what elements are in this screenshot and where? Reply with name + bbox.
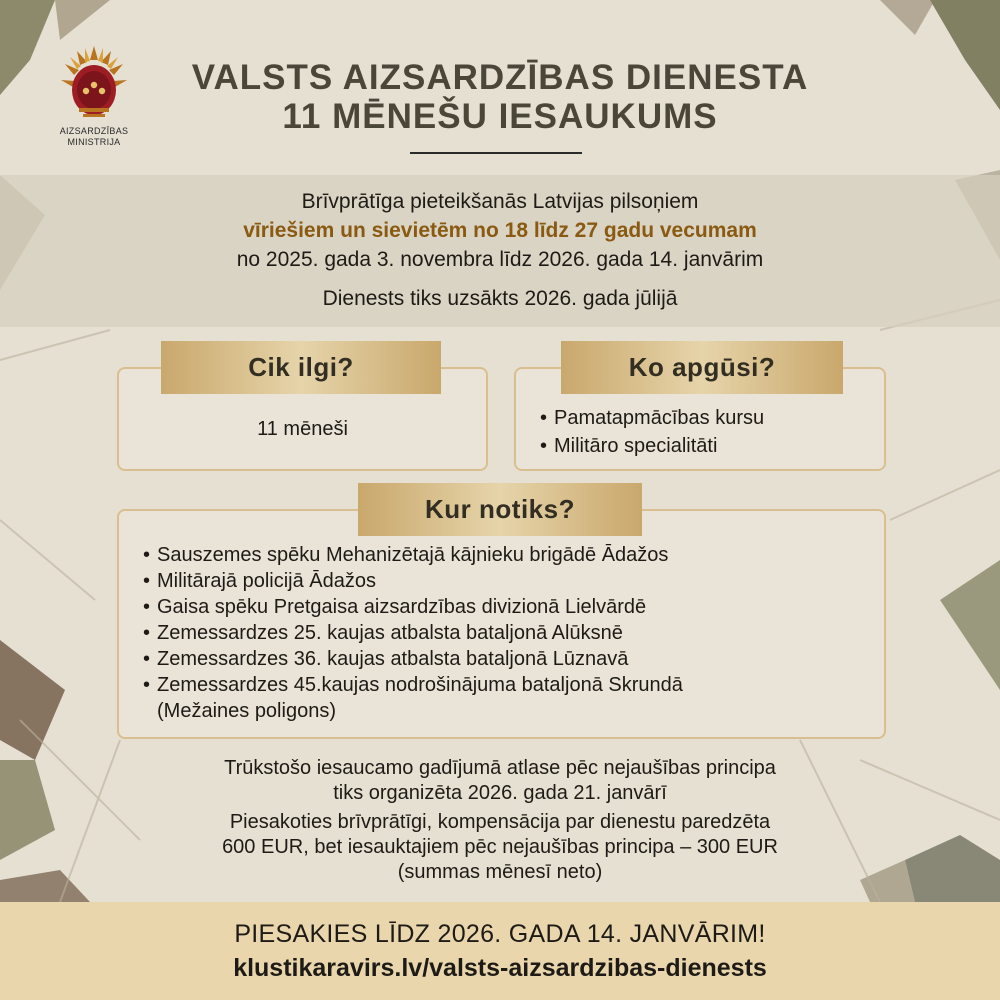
call-to-action: PIESAKIES LĪDZ 2026. GADA 14. JANVĀRIM! — [234, 920, 766, 948]
eligibility-highlight: vīriešiem un sievietēm no 18 līdz 27 gadu vecumam — [243, 219, 757, 242]
logo-line1: AIZSARDZĪBAS — [59, 126, 129, 136]
location-item: • Zemessardzes 25. kaujas atbalsta bataljonā Alūksnē — [143, 620, 863, 646]
duration-value: 11 mēneši — [257, 418, 348, 440]
locations-heading: Kur notiks? — [358, 483, 642, 536]
title-divider — [410, 152, 582, 154]
location-item: • Militārajā policijā Ādažos — [143, 568, 863, 594]
eligibility-text: Brīvprātīga pieteikšanās Latvijas pilsoņiem — [301, 190, 699, 213]
compensation-line2: 600 EUR, bet iesauktajiem pēc nejaušības principa – 300 EUR — [222, 836, 778, 858]
call-to-action-band — [0, 902, 1000, 1000]
learn-list — [540, 404, 870, 460]
logo-line2: MINISTRIJA — [67, 137, 121, 147]
location-item: • Sauszemes spēku Mehanizētajā kājnieku brigādē Ādažos — [143, 542, 863, 568]
compensation-line3: (summas mēnesī neto) — [397, 861, 603, 883]
duration-heading: Cik ilgi? — [161, 341, 441, 394]
title-line1: VALSTS AIZSARDZĪBAS DIENESTA — [191, 58, 809, 97]
selection-line2: tiks organizēta 2026. gada 21. janvārī — [333, 782, 667, 804]
title-line2: 11 MĒNEŠU IESAUKUMS — [282, 97, 718, 136]
location-item: • Zemessardzes 45.kaujas nodrošinājuma bataljonā Skrundā — [143, 672, 863, 698]
ministry-emblem-icon — [59, 44, 129, 124]
compensation-line1: Piesakoties brīvprātīgi, kompensācija par dienestu paredzēta — [229, 811, 771, 833]
service-start: Dienests tiks uzsākts 2026. gada jūlijā — [322, 287, 678, 310]
website-link[interactable]: klustikaravirs.lv/valsts-aizsardzibas-dienests — [233, 954, 767, 982]
learn-heading: Ko apgūsi? — [561, 341, 843, 394]
page-title — [120, 58, 880, 136]
selection-line1: Trūkstošo iesaucamo gadījumā atlase pēc nejaušības principa — [224, 757, 776, 779]
location-item: • Zemessardzes 36. kaujas atbalsta bataljonā Lūznavā — [143, 646, 863, 672]
compensation-info — [90, 810, 910, 885]
learn-item: • Militāro specialitāti — [540, 432, 870, 460]
locations-list — [143, 542, 863, 724]
intro-section — [100, 187, 900, 313]
learn-item: • Pamatapmācības kursu — [540, 404, 870, 432]
application-period: no 2025. gada 3. novembra līdz 2026. gada 14. janvārim — [236, 248, 764, 271]
selection-info — [90, 756, 910, 806]
location-note: (Mežaines poligons) — [157, 700, 336, 722]
location-item: • Gaisa spēku Pretgaisa aizsardzības divizionā Lielvārdē — [143, 594, 863, 620]
